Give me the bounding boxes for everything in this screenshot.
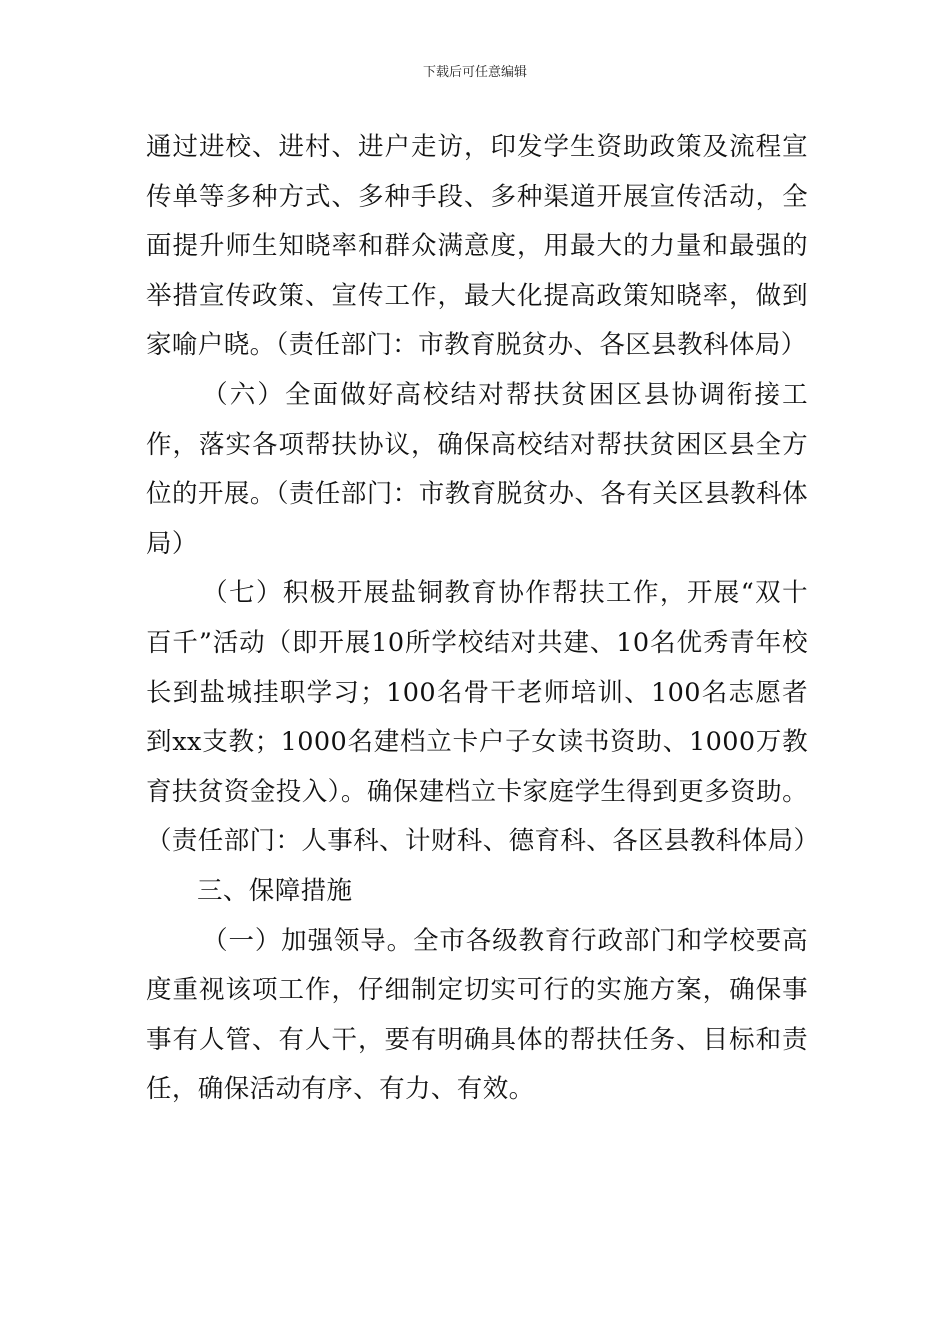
paragraph-item-six: （六）全面做好高校结对帮扶贫困区县协调衔接工作，落实各项帮扶协议，确保高校结对帮扶贫困区县全方位的开展。（责任部门：市教育脱贫办、各有关区县教科体局） (146, 379, 808, 559)
paragraph-item-one: （一）加强领导。全市各级教育行政部门和学校要高度重视该项工作，仔细制定切实可行的实施方案，确保事事有人管、有人干，要有明确具体的帮扶任务、目标和责任，确保活动有序、有力、有效。 (146, 925, 808, 1105)
paragraph-item-seven: （七）积极开展盐铜教育协作帮扶工作，开展“双十百千”活动（即开展10所学校结对共建、10名优秀青年校长到盐城挂职学习；100名骨干老师培训、100名志愿者到xx支教；1000名建档立卡户子女读书资助、1000万教育扶贫资金投入）。确保建档立卡家庭学生得到更多资助。（责任部门：人事科、计财科、德育科、各区县教科体局） (146, 578, 820, 857)
document-body (146, 123, 820, 1115)
page-header-note: 下载后可任意编辑 (422, 65, 527, 80)
section-heading-safeguards: 三、保障措施 (197, 875, 353, 906)
paragraph-continuation: 通过进校、进村、进户走访，印发学生资助政策及流程宣传单等多种方式、多种手段、多种渠道开展宣传活动，全面提升师生知晓率和群众满意度，用最大的力量和最强的举措宣传政策、宣传工作，最大化提高政策知晓率，做到家喻户晓。（责任部门：市教育脱贫办、各区县教科体局） (146, 132, 808, 361)
